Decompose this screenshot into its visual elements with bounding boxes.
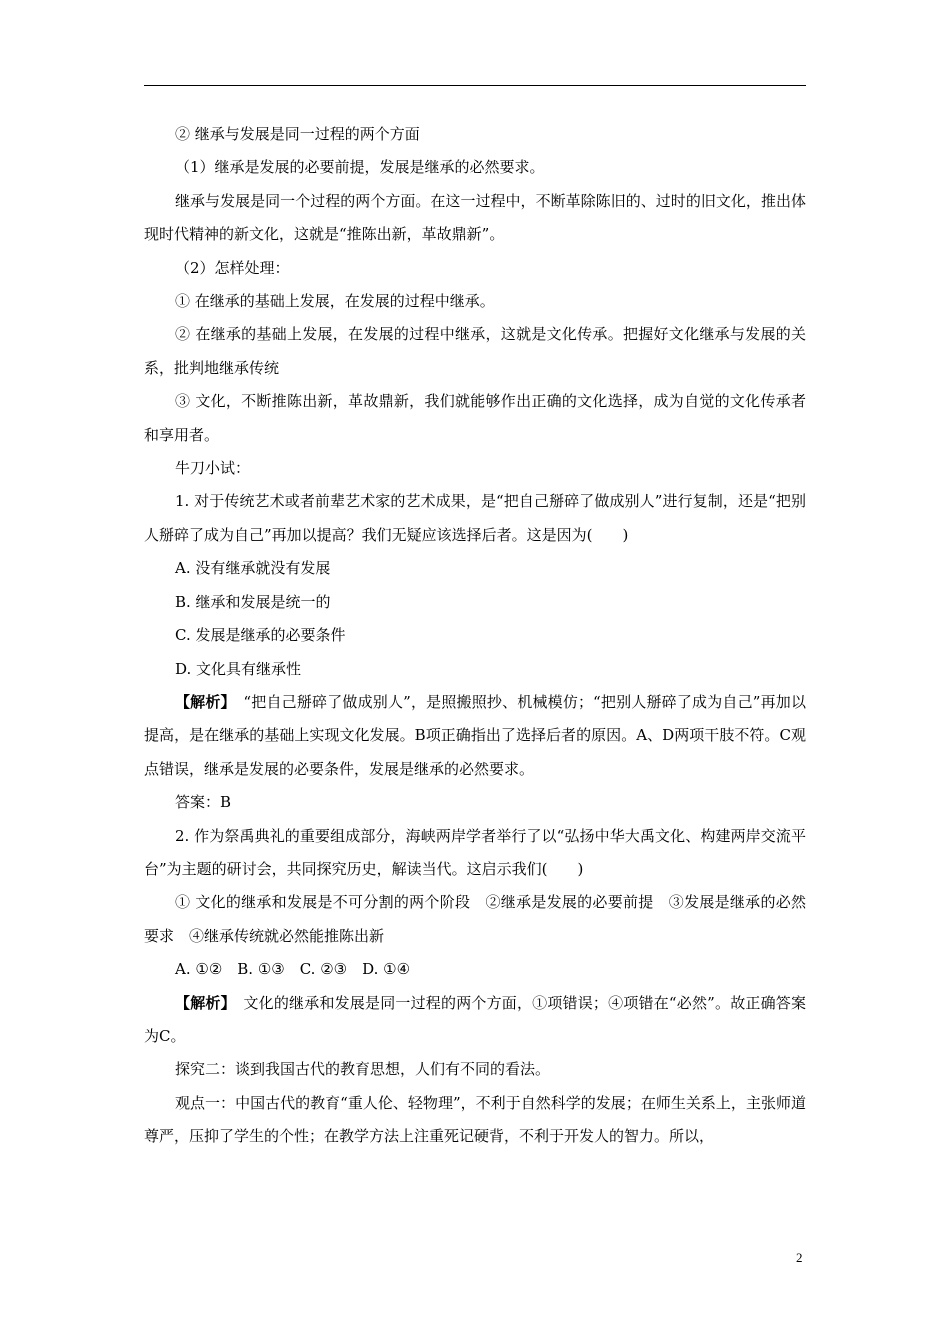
text-paragraph bbox=[144, 385, 806, 452]
text-paragraph bbox=[144, 1053, 806, 1086]
text-paragraph bbox=[144, 552, 806, 585]
text-paragraph bbox=[144, 118, 806, 151]
page-number: 2 bbox=[796, 1250, 803, 1265]
text-paragraph bbox=[144, 1087, 806, 1154]
paragraph-text: B. 继承和发展是统一的 bbox=[175, 592, 331, 611]
text-paragraph bbox=[144, 452, 806, 485]
analysis-paragraph bbox=[144, 686, 806, 786]
text-paragraph bbox=[144, 185, 806, 252]
analysis-label: 【解析】 bbox=[175, 993, 229, 1012]
text-paragraph bbox=[144, 485, 806, 552]
text-paragraph bbox=[144, 252, 806, 285]
paragraph-text: ② 在继承的基础上发展，在发展的过程中继承，这就是文化传承。把握好文化继承与发展的关系，批判地继承传统 bbox=[144, 325, 806, 377]
text-paragraph bbox=[144, 151, 806, 184]
paragraph-text: ① 文化的继承和发展是不可分割的两个阶段 ②继承是发展的必要前提 ③发展是继承的必然要求 ④继承传统就必然能推陈出新 bbox=[144, 893, 806, 945]
paragraph-text: A. 没有继承就没有发展 bbox=[175, 559, 331, 578]
paragraph-text: “把自己掰碎了做成别人”，是照搬照抄、机械模仿；“把别人掰碎了成为自己”再加以提高，是在继承的基础上实现文化发展。B项正确指出了选择后者的原因。A、D两项干肢不符。C观点错误，继承是发展的必要条件，发展是继承的必然要求。 bbox=[144, 692, 806, 778]
paragraph-text: 1. 对于传统艺术或者前辈艺术家的艺术成果，是“把自己掰碎了做成别人”进行复制，还是“把别人掰碎了成为自己”再加以提高？我们无疑应该选择后者。这是因为( ) bbox=[144, 492, 806, 544]
analysis-label: 【解析】 bbox=[175, 692, 229, 711]
paragraph-text: ② 继承与发展是同一过程的两个方面 bbox=[175, 125, 420, 143]
paragraph-text: （2）怎样处理： bbox=[175, 258, 290, 277]
header-rule bbox=[144, 85, 806, 86]
paragraph-text: 2. 作为祭禹典礼的重要组成部分，海峡两岸学者举行了以“弘扬中华大禹文化、构建两岸交流平台”为主题的研讨会，共同探究历史，解读当代。这启示我们( ) bbox=[144, 826, 806, 878]
text-paragraph bbox=[144, 786, 806, 819]
paragraph-text: 牛刀小试： bbox=[175, 459, 251, 478]
text-paragraph bbox=[144, 953, 806, 986]
paragraph-text: 答案：B bbox=[175, 793, 232, 812]
text-paragraph bbox=[144, 820, 806, 887]
paragraph-text: （1）继承是发展的必要前提，发展是继承的必然要求。 bbox=[175, 158, 545, 177]
paragraph-text: 探究二：谈到我国古代的教育思想，人们有不同的看法。 bbox=[175, 1060, 551, 1079]
paragraph-text: C. 发展是继承的必要条件 bbox=[175, 626, 346, 645]
paragraph-text: ③ 文化，不断推陈出新，革故鼎新，我们就能够作出正确的文化选择，成为自觉的文化传承者和享用者。 bbox=[144, 392, 806, 444]
text-paragraph bbox=[144, 886, 806, 953]
analysis-paragraph bbox=[144, 987, 806, 1054]
paragraph-text: ① 在继承的基础上发展，在发展的过程中继承。 bbox=[175, 292, 495, 311]
text-paragraph bbox=[144, 285, 806, 318]
page-content bbox=[144, 118, 806, 1154]
paragraph-text: A. ①② B. ①③ C. ②③ D. ①④ bbox=[175, 960, 411, 979]
text-paragraph bbox=[144, 586, 806, 619]
text-paragraph bbox=[144, 619, 806, 652]
paragraph-text: 观点一：中国古代的教育“重人伦、轻物理”，不利于自然科学的发展；在师生关系上，主张师道尊严，压抑了学生的个性；在教学方法上注重死记硬背，不利于开发人的智力。所以， bbox=[144, 1093, 806, 1146]
paragraph-text: 文化的继承和发展是同一过程的两个方面，①项错误；④项错在“必然”。故正确答案为C。 bbox=[144, 993, 806, 1045]
paragraph-text: 继承与发展是同一个过程的两个方面。在这一过程中，不断革除陈旧的、过时的旧文化，推出体现时代精神的新文化，这就是“推陈出新，革故鼎新”。 bbox=[144, 191, 806, 244]
text-paragraph bbox=[144, 653, 806, 686]
paragraph-text: D. 文化具有继承性 bbox=[175, 659, 302, 678]
text-paragraph bbox=[144, 318, 806, 385]
